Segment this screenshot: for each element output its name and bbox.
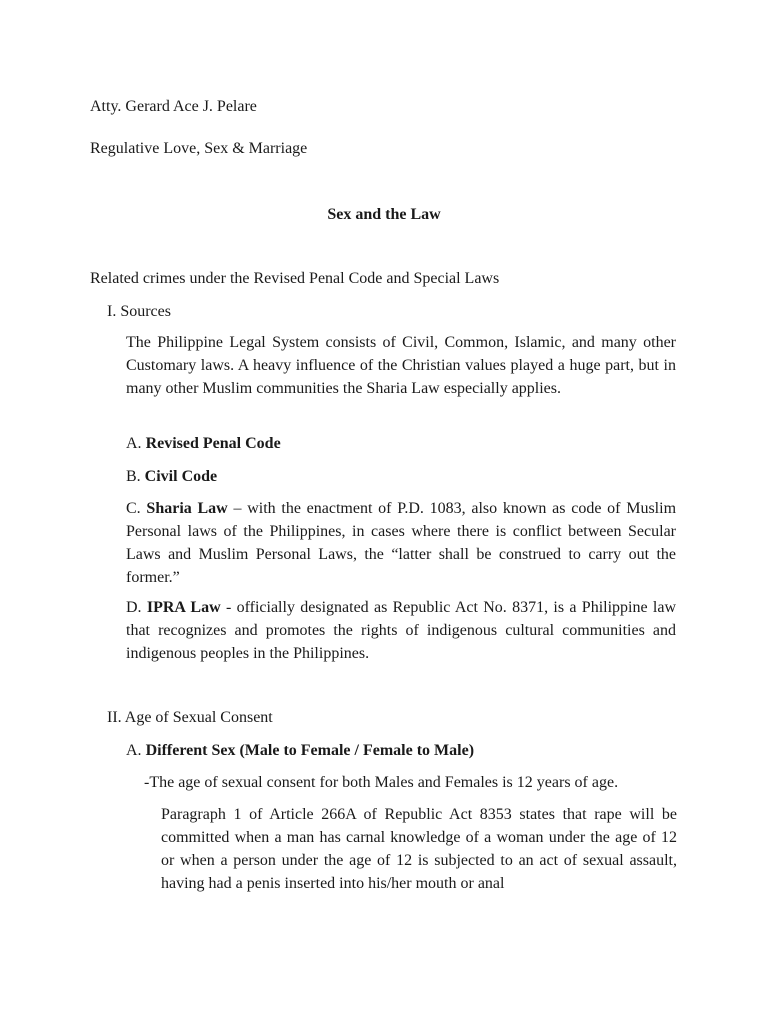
item-prefix: D. bbox=[126, 599, 147, 616]
item-text: – with the enactment of P.D. 1083, also known as code of Muslim Personal laws of the Philippines, in cases where there is conflict between Secular Laws and Muslim Personal Laws, the “latter shall be construed to carry out the former.” bbox=[126, 500, 677, 586]
item-label: Revised Penal Code bbox=[145, 435, 281, 452]
item-label: Sharia Law bbox=[146, 500, 228, 517]
item-label: Civil Code bbox=[144, 468, 218, 485]
section-2-heading: II. Age of Sexual Consent bbox=[107, 709, 273, 726]
author-line: Atty. Gerard Ace J. Pelare bbox=[90, 98, 257, 115]
intro-line: Related crimes under the Revised Penal Code and Special Laws bbox=[90, 270, 500, 287]
item-prefix: C. bbox=[126, 500, 147, 517]
source-item-b bbox=[126, 465, 217, 488]
source-item-d bbox=[126, 596, 676, 665]
source-item-a bbox=[126, 432, 281, 455]
section-1-heading: I. Sources bbox=[107, 303, 171, 320]
item-text: - officially designated as Republic Act No. 8371, is a Philippine law that recognizes and promotes the rights of indigenous cultural communities and indigenous peoples in the Philippines. bbox=[126, 599, 677, 662]
consent-age-line: -The age of sexual consent for both Males and Females is 12 years of age. bbox=[144, 774, 619, 791]
section-1-paragraph: The Philippine Legal System consists of Civil, Common, Islamic, and many other Customary laws. A heavy influence of the Christian values played a huge part, but in many other Muslim communities the Sharia Law especially applies. bbox=[126, 334, 676, 397]
subheading-prefix: A. bbox=[126, 742, 146, 759]
course-line: Regulative Love, Sex & Marriage bbox=[90, 140, 308, 157]
item-prefix: B. bbox=[126, 468, 145, 485]
subheading-label: Different Sex (Male to Female / Female to Male) bbox=[145, 742, 475, 759]
item-label: IPRA Law bbox=[146, 599, 221, 616]
section-2-paragraph: Paragraph 1 of Article 266A of Republic Act 8353 states that rape will be committed when a man has carnal knowledge of a woman under the age of 12 or when a person under the age of 12 is subjected to an act of sexual assault, having had a penis inserted into his/her mouth or anal bbox=[161, 806, 677, 892]
section-2-subheading bbox=[126, 739, 474, 762]
document-title: Sex and the Law bbox=[327, 206, 441, 223]
source-item-c bbox=[126, 497, 676, 589]
item-prefix: A. bbox=[126, 435, 146, 452]
